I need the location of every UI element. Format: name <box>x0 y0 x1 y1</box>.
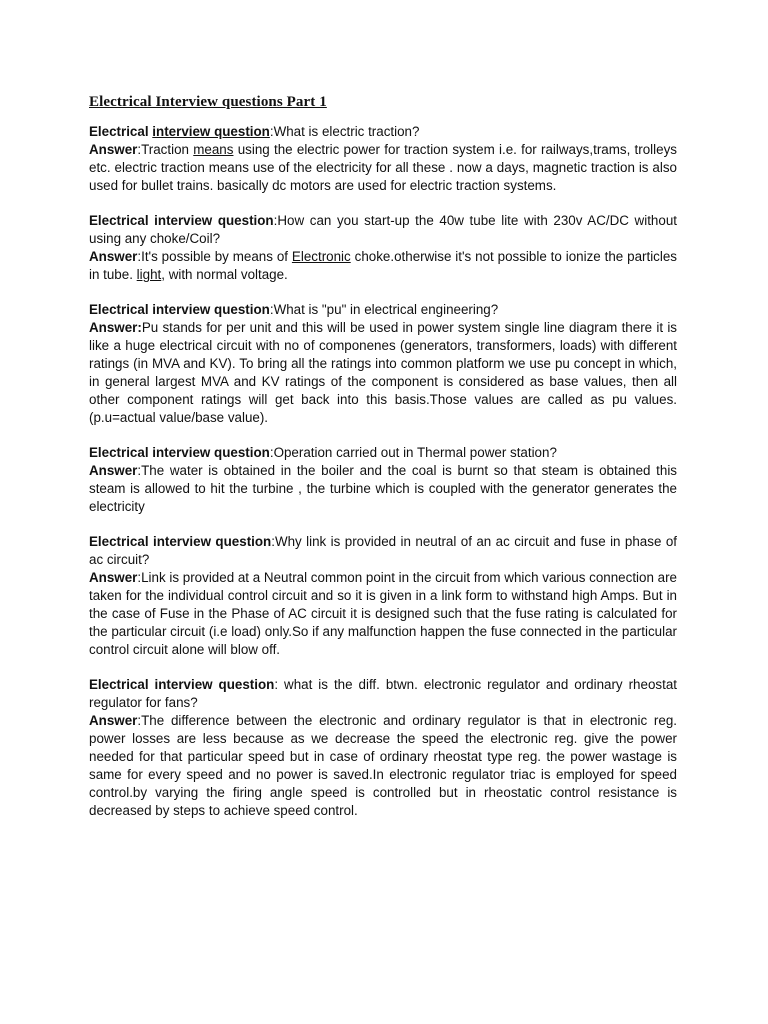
question-6 <box>89 676 677 712</box>
answer-2 <box>89 248 677 284</box>
answer-1 <box>89 141 677 195</box>
answer-3 <box>89 319 677 427</box>
question-label: Electrical interview question <box>89 677 275 692</box>
question-3 <box>89 301 677 319</box>
qa-block-6 <box>89 676 677 820</box>
question-text: :Operation carried out in Thermal power station? <box>269 445 557 460</box>
answer-text: choke.otherwise it's not possible to ionize the particles in tube. <box>89 249 677 282</box>
question-1 <box>89 123 677 141</box>
means-link[interactable]: means <box>193 142 234 157</box>
answer-text: :The difference between the electronic and ordinary regulator is that in electronic reg. power losses are less because as we decrease the speed the electronic reg. give the power needed for that particular speed but in case of ordinary rheostat type reg. the power wastage is same for every speed and no power is saved.In electronic regulator triac is employed for speed control.by varying the firing angle speed is controlled but in rheostatic control resistance is decreased by steps to achieve speed control. <box>89 713 677 818</box>
qa-block-3 <box>89 301 677 427</box>
question-2 <box>89 212 677 248</box>
qa-block-4 <box>89 444 677 516</box>
qa-block-5 <box>89 533 677 659</box>
question-text: :What is "pu" in electrical engineering? <box>269 302 499 317</box>
answer-label: Answer <box>89 713 138 728</box>
answer-5 <box>89 569 677 659</box>
question-text: :What is electric traction? <box>269 124 420 139</box>
answer-text: using the electric power for traction system i.e. for railways,trams, trolleys etc. electric traction means use of the electricity for all these . now a days, magnetic traction is also used for bullet trains. basically dc motors are used for electric traction systems. <box>89 142 677 193</box>
answer-label: Answer <box>89 249 138 264</box>
answer-text: :Link is provided at a Neutral common point in the circuit from which various connection are taken for the individual control circuit and so it is given in a link form to withstand high Amps. But in the case of Fuse in the Phase of AC circuit it is designed such that the fuse rating is calculated for the particular circuit (i.e load) only.So if any malfunction happen the fuse connected in the particular control circuit alone will blow off. <box>89 570 677 657</box>
question-label: Electrical interview question <box>89 302 270 317</box>
light-link[interactable]: light <box>136 267 162 282</box>
document-page <box>89 94 677 837</box>
electronic-link[interactable]: Electronic <box>291 249 351 264</box>
answer-4 <box>89 462 677 516</box>
answer-text: :It's possible by means of <box>137 249 289 264</box>
answer-label: Answer <box>89 570 138 585</box>
question-4 <box>89 444 677 462</box>
qa-block-2 <box>89 212 677 284</box>
question-text: :How can you start-up the 40w tube lite with 230v AC/DC without using any choke/Coil? <box>89 213 677 246</box>
question-5 <box>89 533 677 569</box>
question-label: Electrical interview question <box>89 445 270 460</box>
interview-question-link[interactable]: interview question <box>152 124 270 139</box>
answer-text: Pu stands for per unit and this will be used in power system single line diagram there it is like a huge electrical circuit with no of componenes (generators, transformers, loads) with different ratings (in MVA and KV). To bring all the ratings into common platform we use pu concept in which, in general largest MVA and KV ratings of the component is considered as base values, then all other component ratings will get back into this basis.Those values are called as pu values. (p.u=actual value/base value). <box>89 320 677 425</box>
answer-label: Answer: <box>89 320 142 335</box>
answer-text: , with normal voltage. <box>161 267 288 282</box>
page-title: Electrical Interview questions Part 1 <box>89 94 327 110</box>
answer-text: :Traction <box>137 142 189 157</box>
question-label: Electrical interview question <box>89 534 272 549</box>
question-text: :Why link is provided in neutral of an ac circuit and fuse in phase of ac circuit? <box>89 534 677 567</box>
answer-label: Answer <box>89 142 138 157</box>
answer-label: Answer <box>89 463 138 478</box>
answer-text: :The water is obtained in the boiler and the coal is burnt so that steam is obtained this steam is allowed to hit the turbine , the turbine which is coupled with the generator generates the electricity <box>89 463 677 514</box>
question-label: Electrical <box>89 124 149 139</box>
question-label: Electrical interview question <box>89 213 274 228</box>
qa-block-1 <box>89 123 677 195</box>
answer-6 <box>89 712 677 820</box>
question-text: : what is the diff. btwn. electronic regulator and ordinary rheostat regulator for fans? <box>89 677 677 710</box>
